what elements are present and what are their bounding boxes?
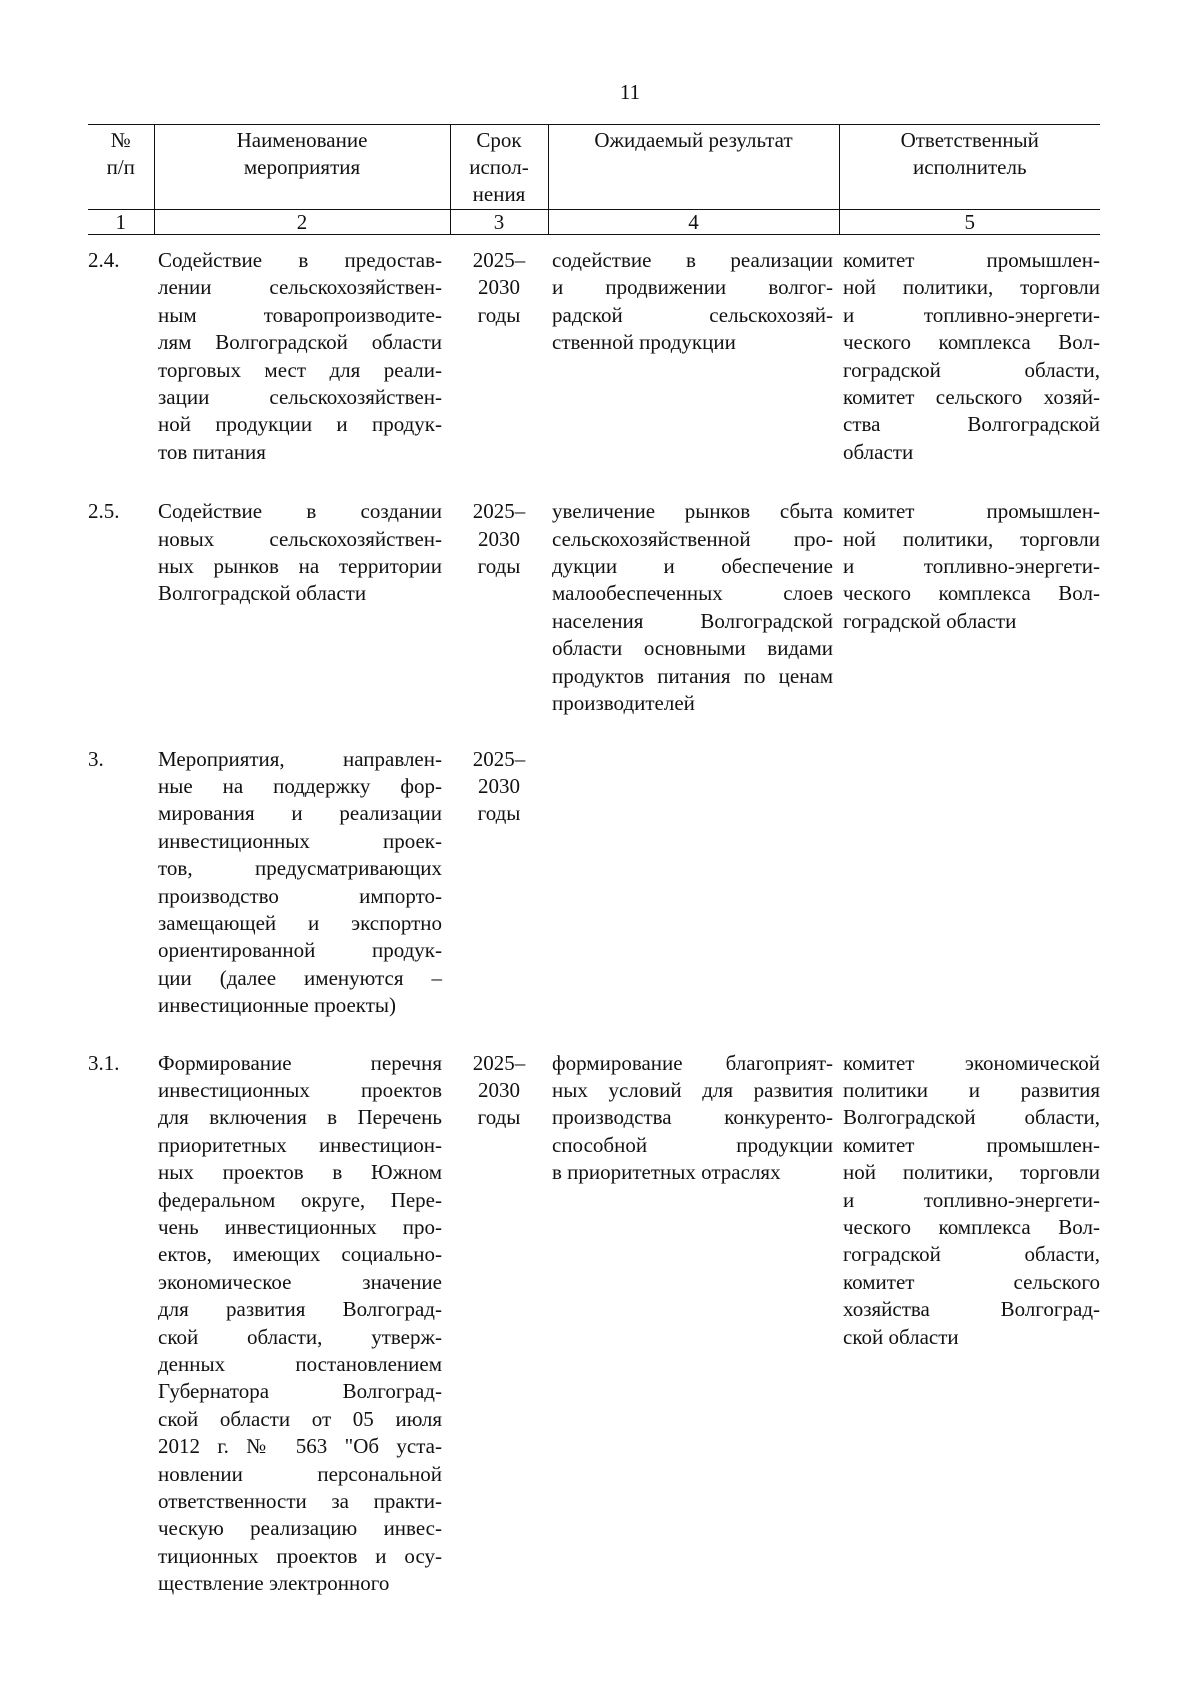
text-line: чень инвестиционных про- xyxy=(158,1215,442,1239)
text-line: лям Волгоградской области xyxy=(158,330,442,355)
page-number: 11 xyxy=(619,80,641,104)
text-line: лении сельскохозяйствен- xyxy=(158,275,442,300)
responsible-executor xyxy=(839,466,1100,717)
text-line: ции (далее именуются – xyxy=(158,965,442,990)
responsible-executor xyxy=(839,235,1100,467)
text-line: производителей xyxy=(552,691,695,716)
text-line: ческого комплекса Вол- xyxy=(843,581,1100,606)
text-line: содействие в реализации xyxy=(552,248,833,272)
text-line: ответственности за практи- xyxy=(158,1489,442,1514)
text-line: мероприятия xyxy=(243,155,361,179)
text-line: ской области, утверж- xyxy=(158,1324,442,1349)
text-line: комитет сельского хозяй- xyxy=(843,385,1100,410)
text-line: ные на поддержку фор- xyxy=(158,773,442,798)
header-responsible xyxy=(839,125,1100,210)
text-line: исполнитель xyxy=(912,155,1027,179)
expected-result xyxy=(548,718,839,1020)
responsible-executor xyxy=(839,718,1100,1020)
text-line: и топливно-энергети- xyxy=(843,1187,1100,1212)
text-line: области основными видами xyxy=(552,636,833,661)
text-line: Содействие в предостав- xyxy=(158,248,442,272)
measure-term xyxy=(450,1020,548,1598)
text-line: Наименование xyxy=(236,128,368,152)
table-row xyxy=(88,718,1100,1020)
text-line: ской области xyxy=(843,1324,959,1349)
text-line: тов, предусматривающих xyxy=(158,856,442,881)
text-line: новлении персональной xyxy=(158,1461,442,1486)
text-line: ственной продукции xyxy=(552,330,736,355)
text-line: производства конкуренто- xyxy=(552,1105,833,1130)
text-line: тов питания xyxy=(158,439,266,464)
text-line: ческого комплекса Вол- xyxy=(843,330,1100,355)
text-line: ской области от 05 июля xyxy=(158,1406,442,1431)
text-line: комитет экономической xyxy=(843,1050,1100,1075)
text-line: 2012 г. № 563 "Об уста- xyxy=(158,1434,442,1459)
measure-name xyxy=(154,235,450,467)
text-line: комитет сельского xyxy=(843,1269,1100,1294)
text-line: ных условий для развития xyxy=(552,1077,833,1102)
text-line: продуктов питания по ценам xyxy=(552,663,833,688)
text-line: для развития Волгоград- xyxy=(158,1297,442,1322)
table-header-row xyxy=(88,125,1100,210)
measure-name xyxy=(154,1020,450,1598)
text-line: нения xyxy=(472,182,526,206)
text-line: Ожидаемый результат xyxy=(594,128,793,152)
text-line: ной продукции и продук- xyxy=(158,412,442,437)
text-line: тиционных проектов и осу- xyxy=(158,1543,442,1568)
header-term xyxy=(450,125,548,210)
text-line: гоградской области xyxy=(843,608,1017,633)
text-line: ной политики, торговли xyxy=(843,1160,1100,1185)
header-result xyxy=(548,125,839,210)
text-line: инвестиционные проекты) xyxy=(158,993,397,1018)
text-line: годы xyxy=(477,302,521,327)
text-line: 2030 xyxy=(478,1077,520,1102)
header-number xyxy=(88,125,154,210)
text-line: годы xyxy=(477,1105,521,1130)
text-line: хозяйства Волгоград- xyxy=(843,1297,1100,1322)
text-line: ным товаропроизводите- xyxy=(158,302,442,327)
text-line: инвестиционных проек- xyxy=(158,828,442,853)
measure-term xyxy=(450,718,548,1020)
text-line: ных проектов в Южном xyxy=(158,1160,442,1185)
table-row xyxy=(88,466,1100,717)
row-number: 3. xyxy=(88,746,104,771)
text-line: ческого комплекса Вол- xyxy=(843,1215,1100,1239)
table-row xyxy=(88,1020,1100,1598)
text-line: гоградской области, xyxy=(843,357,1100,382)
text-line: ной политики, торговли xyxy=(843,275,1100,300)
text-line: формирование благоприят- xyxy=(552,1050,833,1075)
text-line: радской сельскохозяй- xyxy=(552,302,833,327)
text-line: Мероприятия, направлен- xyxy=(158,746,442,771)
expected-result xyxy=(548,466,839,717)
text-line: Губернатора Волгоград- xyxy=(158,1379,442,1404)
measures-table xyxy=(88,124,1100,1598)
column-number: 5 xyxy=(839,210,1100,235)
text-line: ства Волгоградской xyxy=(843,412,1100,437)
measure-name xyxy=(154,718,450,1020)
measure-name xyxy=(154,466,450,717)
row-number: 2.5. xyxy=(88,499,120,524)
text-line: гоградской области, xyxy=(843,1242,1100,1267)
text-line: комитет промышлен- xyxy=(843,499,1100,524)
text-line: новых сельскохозяйствен- xyxy=(158,526,442,551)
text-line: области xyxy=(843,439,914,464)
text-line: денных постановлением xyxy=(158,1352,442,1377)
text-line: инвестиционных проектов xyxy=(158,1077,442,1102)
measure-term xyxy=(450,235,548,467)
text-line: мирования и реализации xyxy=(158,801,442,826)
text-line: годы xyxy=(477,554,521,579)
row-number: 2.4. xyxy=(88,248,120,272)
measure-term xyxy=(450,466,548,717)
table-row xyxy=(88,235,1100,467)
text-line: ектов, имеющих социально- xyxy=(158,1242,442,1267)
column-number: 1 xyxy=(88,210,154,235)
expected-result xyxy=(548,235,839,467)
text-line: ной политики, торговли xyxy=(843,526,1100,551)
text-line: и топливно-энергети- xyxy=(843,554,1100,579)
text-line: дукции и обеспечение xyxy=(552,554,833,579)
text-line: Волгоградской области, xyxy=(843,1105,1100,1130)
text-line: ных рынков на территории xyxy=(158,554,442,579)
column-number: 4 xyxy=(548,210,839,235)
column-number: 3 xyxy=(450,210,548,235)
text-line: способной продукции xyxy=(552,1132,833,1157)
text-line: и топливно-энергети- xyxy=(843,302,1100,327)
text-line: экономическое значение xyxy=(158,1269,442,1294)
text-line: и продвижении волгог- xyxy=(552,275,833,300)
text-line: для включения в Перечень xyxy=(158,1105,442,1130)
text-line: Срок xyxy=(476,128,522,152)
text-line: в приоритетных отраслях xyxy=(552,1160,781,1185)
row-number: 3.1. xyxy=(88,1050,120,1075)
text-line: торговых мест для реали- xyxy=(158,357,442,382)
text-line: комитет промышлен- xyxy=(843,1132,1100,1157)
text-line: производство импорто- xyxy=(158,883,442,908)
column-numbers-row xyxy=(88,210,1100,235)
text-line: 2030 xyxy=(478,773,520,798)
column-number: 2 xyxy=(154,210,450,235)
text-line: приоритетных инвестицион- xyxy=(158,1132,442,1157)
text-line: малообеспеченных слоев xyxy=(552,581,833,606)
text-line: населения Волгоградской xyxy=(552,608,833,633)
text-line: п/п xyxy=(106,155,135,179)
text-line: 2025– xyxy=(472,746,526,771)
text-line: сельскохозяйственной про- xyxy=(552,526,833,551)
text-line: Содействие в создании xyxy=(158,499,442,524)
text-line: Ответственный xyxy=(900,128,1039,152)
text-line: испол- xyxy=(469,155,529,179)
text-line: 2025– xyxy=(472,1050,526,1075)
header-name xyxy=(154,125,450,210)
text-line: ориентированной продук- xyxy=(158,938,442,963)
text-line: 2030 xyxy=(478,526,520,551)
text-line: 2025– xyxy=(472,248,526,272)
text-line: ществление электронного xyxy=(158,1571,390,1596)
text-line: Волгоградской области xyxy=(158,581,367,606)
text-line: замещающей и экспортно xyxy=(158,910,442,935)
text-line: № xyxy=(110,128,131,152)
text-line: годы xyxy=(477,801,521,826)
text-line: Формирование перечня xyxy=(158,1050,442,1075)
text-line: политики и развития xyxy=(843,1077,1100,1102)
text-line: зации сельскохозяйствен- xyxy=(158,385,442,410)
expected-result xyxy=(548,1020,839,1598)
text-line: 2030 xyxy=(478,275,520,300)
text-line: федеральном округе, Пере- xyxy=(158,1187,442,1212)
text-line: 2025– xyxy=(472,499,526,524)
text-line: увеличение рынков сбыта xyxy=(552,499,833,524)
responsible-executor xyxy=(839,1020,1100,1598)
text-line: комитет промышлен- xyxy=(843,248,1100,272)
text-line: ческую реализацию инвес- xyxy=(158,1516,442,1541)
